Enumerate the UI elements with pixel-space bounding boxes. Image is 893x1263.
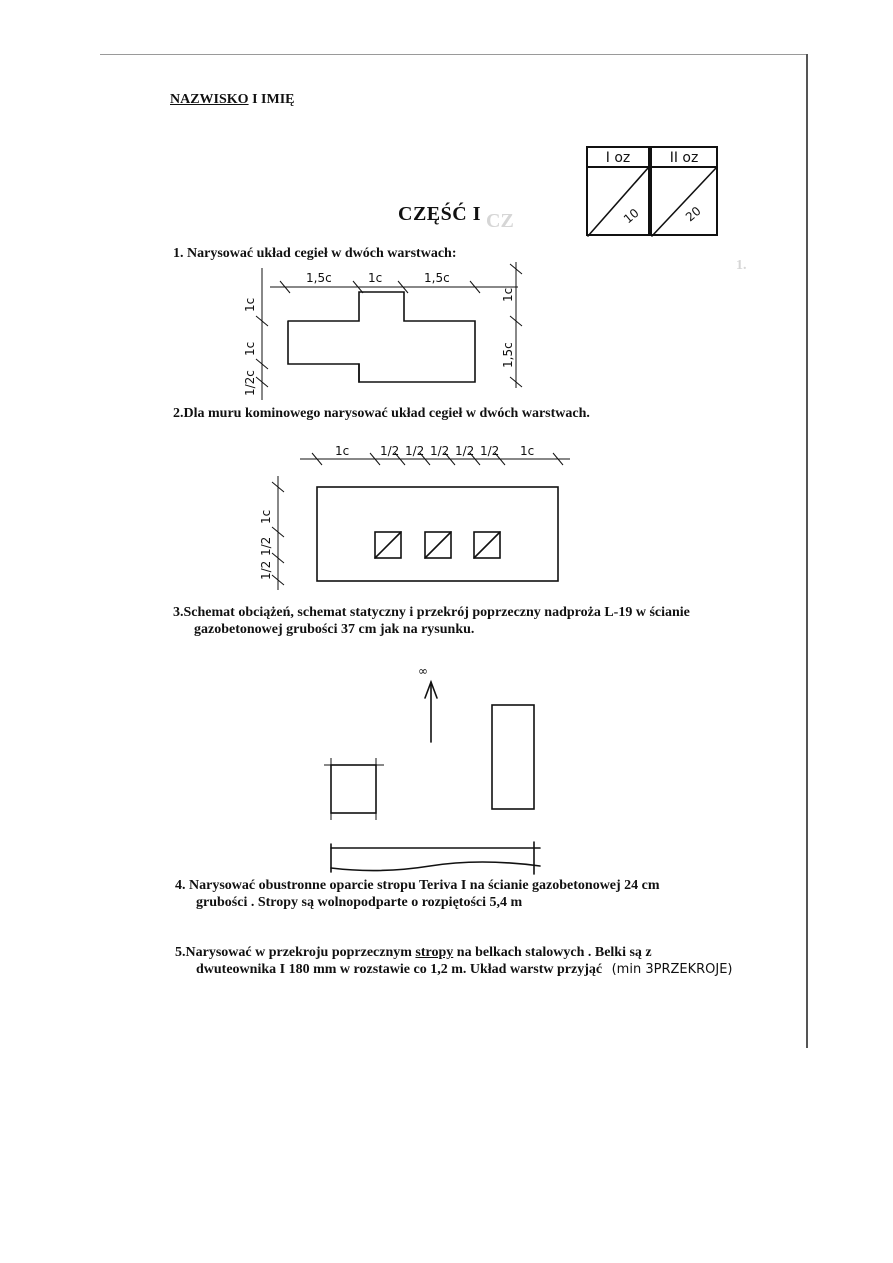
task2-dim-top-2: 1/2 bbox=[380, 444, 400, 458]
task2-dim-top-1: 1c bbox=[335, 444, 350, 458]
task3-small-section bbox=[331, 765, 376, 813]
task1-dim-top-1: 1,5c bbox=[306, 271, 332, 285]
task2-dim-left-3: 1/2 bbox=[259, 560, 273, 580]
task5-line2-text: dwuteownika I 180 mm w rozstawie co 1,2 m. Układ warstw przyjąć bbox=[196, 962, 603, 977]
task1-text: 1. Narysować układ cegieł w dwóch warstwach: bbox=[173, 246, 457, 261]
task1-dim-top-2: 1c bbox=[368, 271, 383, 285]
task2-dim-top-6: 1/2 bbox=[480, 444, 500, 458]
task3-tall-section bbox=[492, 705, 534, 809]
task4-line2: grubości . Stropy są wolnopodparte o rozpiętości 5,4 m bbox=[196, 895, 523, 910]
task2-dim-top-4: 1/2 bbox=[430, 444, 450, 458]
task5-line1-a: 5.Narysować w przekroju poprzecznym bbox=[175, 945, 416, 960]
task5-line1 bbox=[175, 944, 652, 962]
task1-dim-right-1: 1c bbox=[501, 287, 515, 302]
task2-dim-top-7: 1c bbox=[520, 444, 535, 458]
task1-dim-left-1: 1c bbox=[243, 297, 257, 312]
show-through-title: CZ bbox=[486, 210, 514, 232]
task5-line1-c: na belkach stalowych . Belki są z bbox=[453, 945, 652, 960]
score-value-1: 10 bbox=[620, 205, 642, 227]
task1-dim-left-2: 1c bbox=[243, 341, 257, 356]
task2-text: 2.Dla muru kominowego narysować układ cegieł w dwóch warstwach. bbox=[173, 406, 590, 421]
task5-line1-underlined: stropy bbox=[415, 945, 454, 960]
task3-beam-bottom bbox=[331, 862, 540, 871]
task5-handwritten-note: (min 3PRZEKROJE) bbox=[611, 962, 733, 977]
task4-line1: 4. Narysować obustronne oparcie stropu Teriva I na ścianie gazobetonowej 24 cm bbox=[175, 878, 660, 893]
task2-dim-top-5: 1/2 bbox=[455, 444, 475, 458]
show-through-text: 1. bbox=[736, 258, 747, 273]
task1-dim-left-3: 1/2c bbox=[243, 370, 257, 396]
score-box-header-2: II oz bbox=[650, 146, 718, 168]
name-label-underlined: NAZWISKO bbox=[170, 92, 249, 107]
task3-line2: gazobetonowej grubości 37 cm jak na rysunku. bbox=[194, 622, 475, 637]
task5-line2 bbox=[196, 961, 733, 979]
task1-dim-top-3: 1,5c bbox=[424, 271, 450, 285]
task3-infinity-symbol: ∞ bbox=[418, 664, 428, 678]
task1-dim-right-2: 1,5c bbox=[501, 342, 515, 368]
task2-dim-left-2: 1/2 bbox=[259, 536, 273, 556]
score-box-header-1: I oz bbox=[586, 146, 650, 168]
task2-dim-top-3: 1/2 bbox=[405, 444, 425, 458]
task2-dim-left-1: 1c bbox=[259, 509, 273, 524]
task3-line1: 3.Schemat obciążeń, schemat statyczny i przekrój poprzeczny nadproża L-19 w ścianie bbox=[173, 605, 690, 620]
part-title: CZĘŚĆ I bbox=[398, 203, 481, 225]
name-label-rest: I IMIĘ bbox=[248, 92, 295, 107]
score-value-2: 20 bbox=[682, 203, 704, 225]
